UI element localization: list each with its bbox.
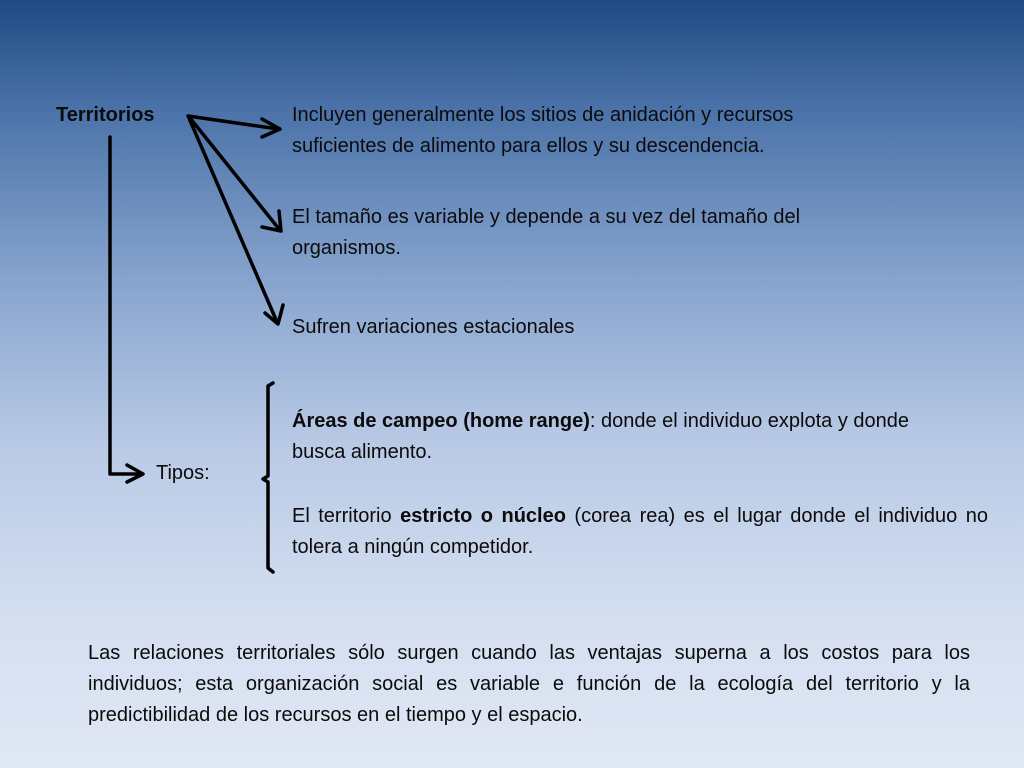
root-label: Territorios — [56, 104, 155, 126]
fact-1: Incluyen generalmente los sitios de anidación y recursos suficientes de alimento para ellos y su descendencia. — [292, 104, 794, 157]
type-description: : donde el individuo explota y donde busca alimento. — [292, 410, 910, 463]
conclusion-paragraph: Las relaciones territoriales sólo surgen cuando las ventajas superna a los costos para los individuos; esta organización social es variable e función de la ecología del territorio y la predictibilidad de los recursos en el tiempo y el espacio. — [88, 642, 970, 726]
type-description: (corea rea) es el lugar donde el individuo no tolera a ningún competidor. — [292, 505, 988, 558]
arrow-to-fact-3 — [189, 118, 277, 322]
type-item-core — [292, 501, 988, 563]
type-prefix: El territorio — [292, 505, 401, 527]
type-item-home-range — [292, 406, 942, 468]
type-term: estricto o núcleo — [400, 505, 566, 527]
arrow-to-fact-1 — [188, 116, 278, 129]
types-bracket — [263, 383, 273, 572]
types-label: Tipos: — [156, 462, 210, 484]
connector-to-tipos — [110, 137, 140, 474]
fact-3: Sufren variaciones estacionales — [292, 316, 575, 338]
type-term: Áreas de campeo (home range) — [292, 410, 590, 432]
fact-2: El tamaño es variable y depende a su vez del tamaño del organismos. — [292, 206, 801, 259]
